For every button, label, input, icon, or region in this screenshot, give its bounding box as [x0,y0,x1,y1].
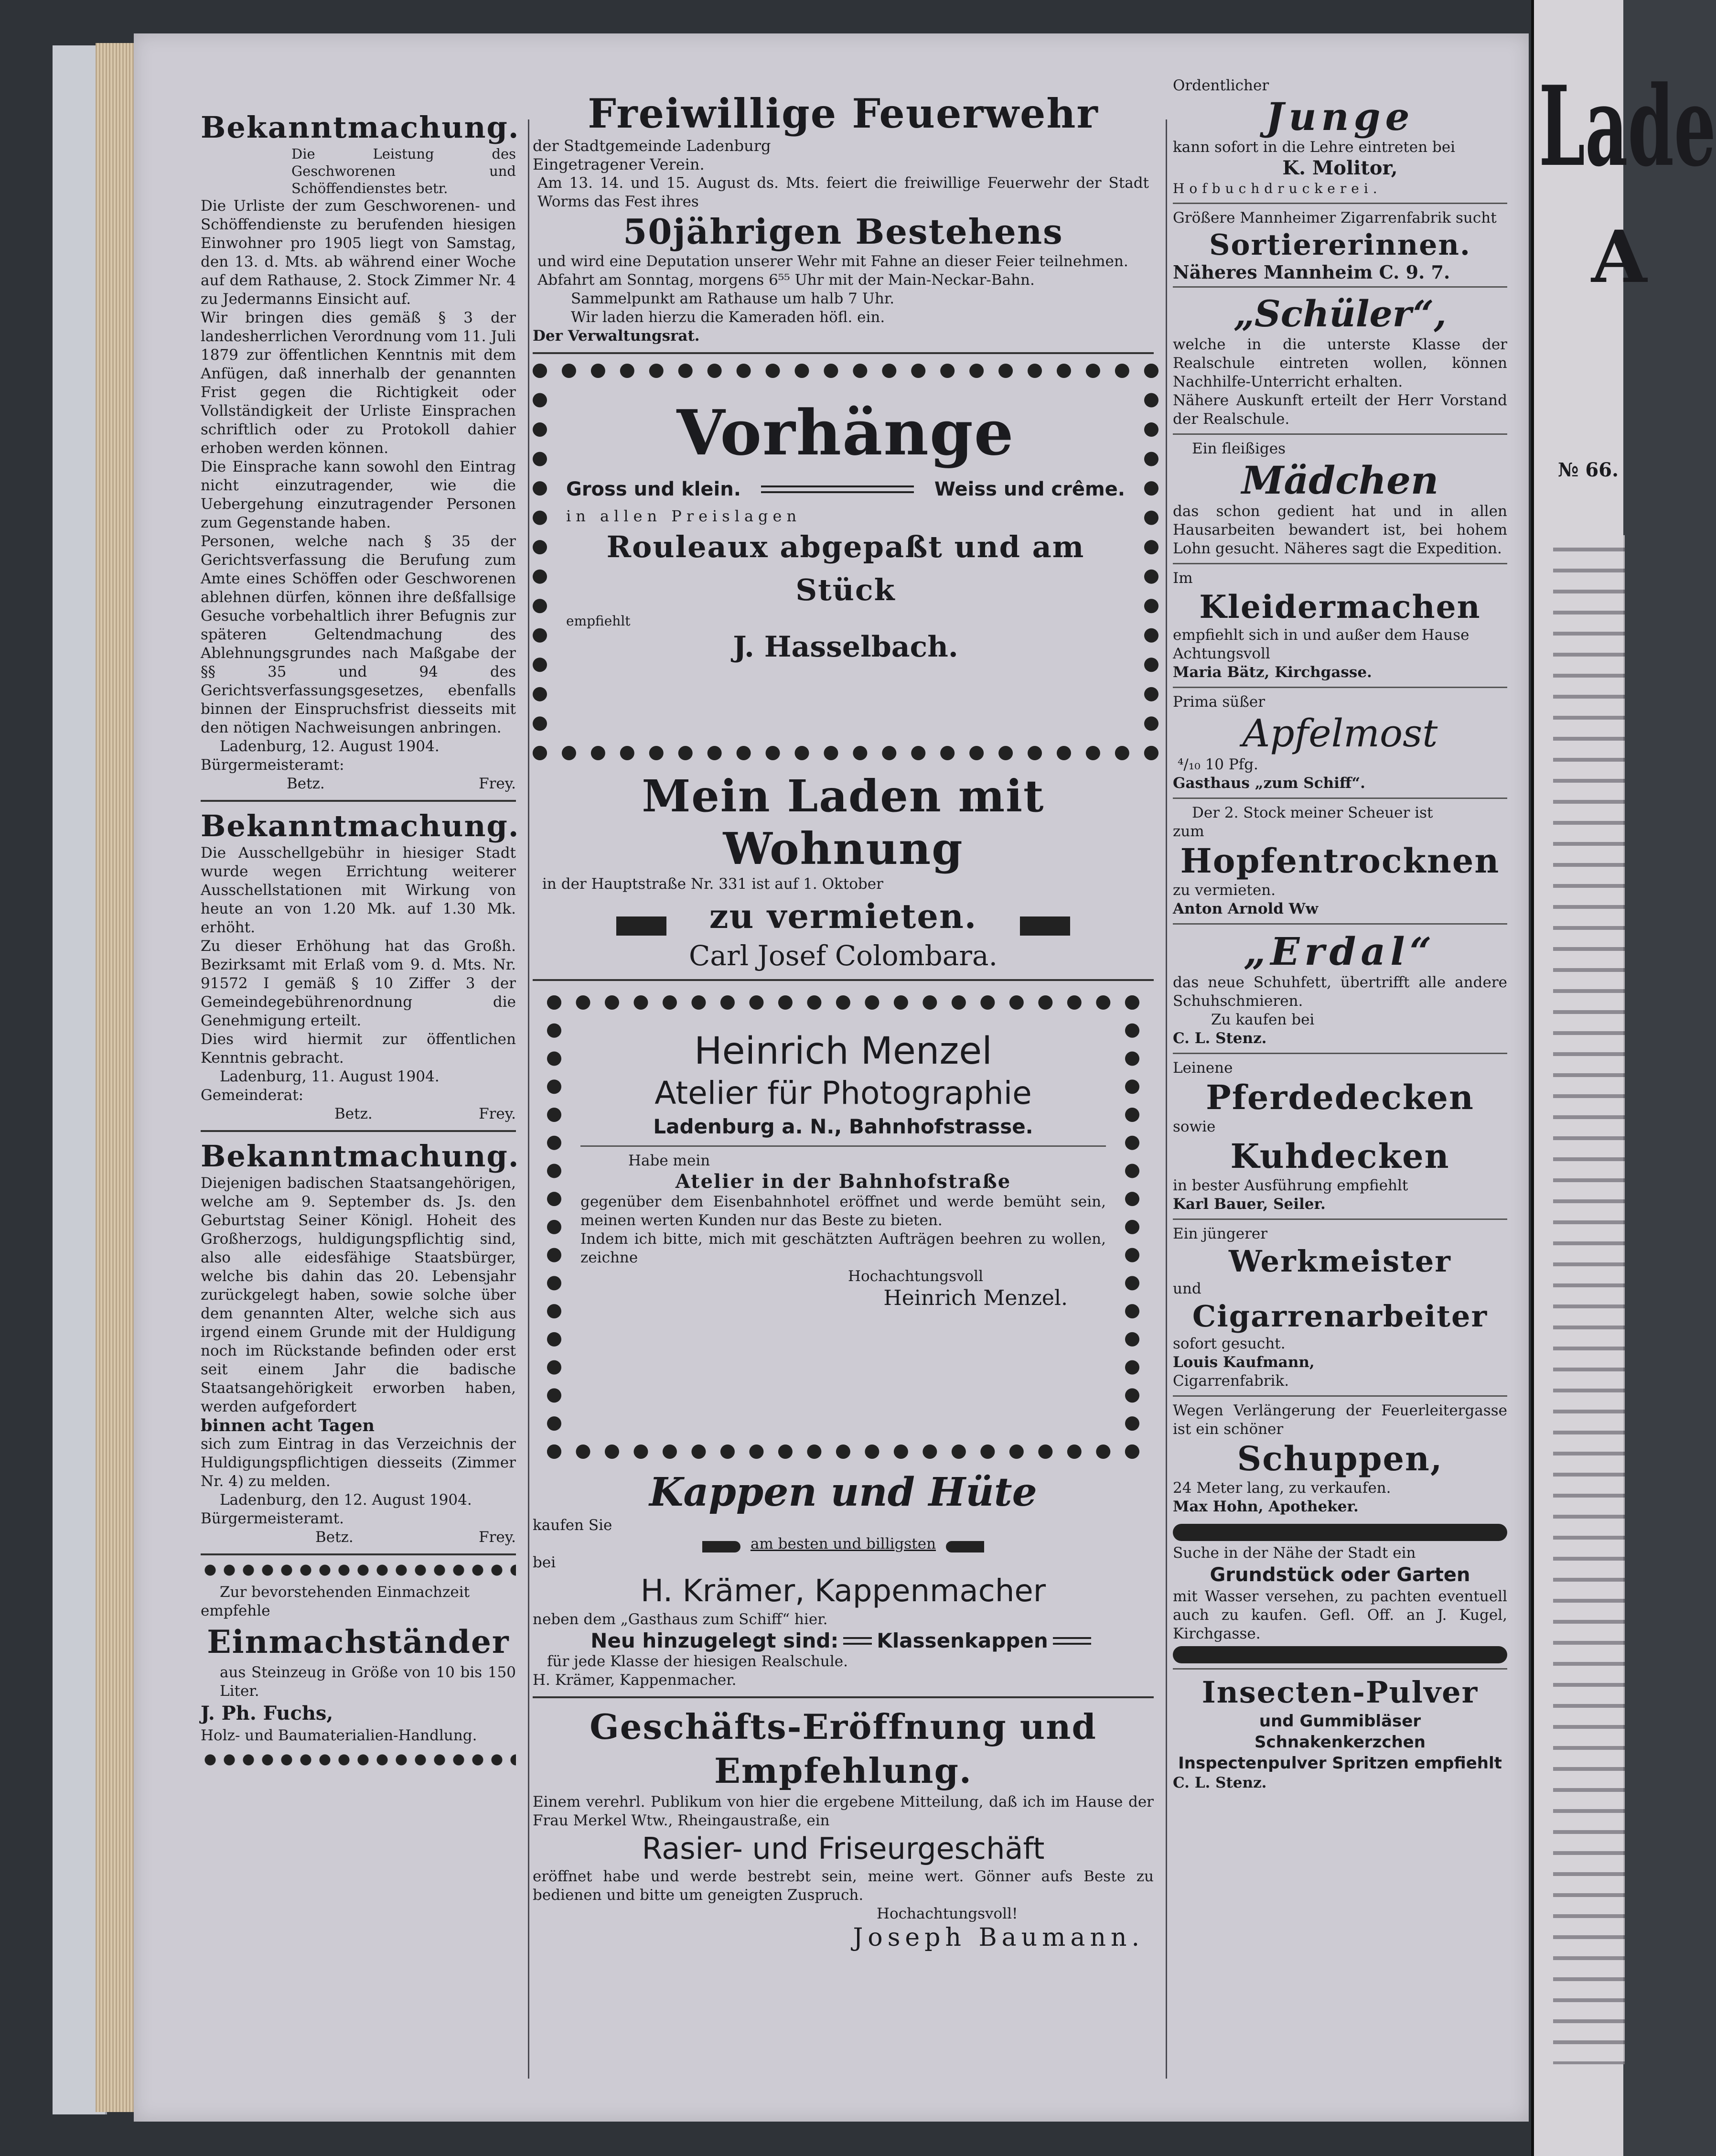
column-rule-1 [528,119,529,2079]
ad-description: aus Steinzeug in Größe von 10 bis 150 Liter. [220,1664,516,1700]
signature-right: Frey. [479,775,516,792]
ad-line: Habe mein [628,1152,710,1169]
ad-name: Heinrich Menzel [694,1030,992,1073]
ad-signature: C. L. Stenz. [1173,1030,1267,1047]
ad-schueler [1173,292,1507,429]
notice-paragraph: Wir bringen dies gemäß § 3 der landesherrlichen Verordnung vom 11. Juli 1879 zur öffentlichen Kenntnis mit dem Anfügen, daß innerhalb der genannten Frist gegen die Richtigkeit oder Vollständigkeit der Urliste Einsprachen schriftlich oder zu Protokoll dahier erhoben werden können. [201,309,516,457]
ad-signature: Gasthaus „zum Schiff“. [1173,775,1365,792]
issue-number: № 66. [1558,459,1619,481]
ad-headline: Hopfentrocknen [1180,841,1500,881]
notice-paragraph: sich zum Eintrag in das Verzeichnis der Huldigungspflichtigen diesseits (Zimmer Nr. 4) zu melden. [201,1435,516,1490]
divider [1173,798,1507,799]
ad-paragraph: das schon gedient hat und in allen Hausarbeiten bewandert ist, bei hohem Lohn gesucht. Näheres sagt die Expedition. [1173,503,1507,557]
column-rule-2 [1166,119,1167,2079]
ad-headline: Apfelmost [1242,711,1438,755]
ad-line: Ein fleißiges [1192,440,1286,457]
ornament-bar [1173,1524,1507,1541]
pointing-hand-right-icon [616,916,688,936]
ad-new-line [533,1629,1154,1652]
pointing-hand-left-icon [946,1541,984,1552]
ad-paragraph: eröffnet habe und werde bestrebt sein, meine wert. Gönner aufs Beste zu bedienen und bitte um geneigten Zuspruch. [533,1868,1154,1904]
ad-hopfen [1173,804,1507,918]
ad-line: Inspectenpulver Spritzen empfiehlt [1178,1754,1502,1773]
ad-size-line [566,478,1125,500]
ad-headline: Geschäfts-Eröffnung und [590,1706,1097,1747]
ad-line: kaufen Sie [533,1517,612,1534]
ornament-bar [1173,1646,1507,1663]
ad-headline: Kleidermachen [1199,588,1481,625]
pointing-hand-right-icon [702,1541,740,1552]
ad-signature: Der Verwaltungsrat. [533,327,700,345]
ad-headline: Schuppen, [1237,1439,1443,1478]
ad-subline: der Stadtgemeinde Ladenburg [533,137,771,155]
divider [1173,1218,1507,1220]
notice-huldigung [201,1139,520,1547]
ad-line: in bester Ausführung empfiehlt [1173,1177,1408,1194]
ad-headline: Atelier für Photographie [654,1075,1032,1111]
signature-right: Frey. [479,1105,516,1122]
ad-junge [1173,76,1507,198]
ad-line: neben dem „Gasthaus zum Schiff“ hier. [533,1611,828,1628]
ad-address: Ladenburg a. N., Bahnhofstrasse. [653,1115,1033,1138]
notice-paragraph: Dies wird hiermit zur öffentlichen Kenntnis gebracht. [201,1031,516,1067]
ad-headline: Insecten-Pulver [1201,1675,1479,1710]
ad-headline: Kuhdecken [1230,1136,1450,1176]
divider [201,800,516,802]
ad-subheadline: Atelier in der Bahnhofstraße [675,1170,1011,1193]
ad-firm: H. Krämer, Kappenmacher [640,1574,1046,1609]
divider [1173,923,1507,925]
notice-emphasis: binnen acht Tagen [201,1416,375,1435]
ad-line: für jede Klasse der hiesigen Realschule. [547,1653,848,1670]
ad-line: sofort gesucht. [1173,1335,1286,1352]
divider [1173,203,1507,204]
ad-size-right: Weiss und crême. [934,478,1125,500]
ad-decken [1173,1059,1507,1214]
ad-apfelmost [1173,693,1507,793]
ad-sortierer [1173,209,1507,281]
ad-signature: Maria Bätz, Kirchgasse. [1173,664,1372,681]
ad-einmachstaender [201,1562,516,1768]
ornament-dots [201,1752,516,1768]
ad-line: ⁴/₁₀ 10 Pfg. [1178,756,1258,773]
ad-signature: Anton Arnold Ww [1173,900,1319,917]
ad-kappen [533,1468,1154,1690]
notice-signatures [201,775,516,793]
ad-headline: Pferdedecken [1206,1078,1474,1117]
notice-date: Ladenburg, 11. August 1904. [220,1068,440,1085]
notice-paragraph: Personen, welche nach § 35 der Gerichtsverfassung die Berufung zum Amte eines Schöffen oder Geschworenen ablehnen dürfen, können ihre deßfallsige Gesuche vorbehaltlich ihrer Befugnis zur späteren Geltendmachung des Ablehnungsgrundes nach Maßgabe der §§ 35 und 94 des Gerichtsverfassungsgesetzes, ebenfalls binnen der Einspruchsfrist diesseits mit den nötigen Nachweisungen anbringen. [201,533,516,736]
notice-paragraph: Die Ausschellgebühr in hiesiger Stadt wurde wegen Errichtung weiterer Ausschellstationen mit Wirkung von heute an von 1.20 Mk. auf 1.30 Mk. erhöht. [201,844,516,936]
ad-headline: Werkmeister [1229,1244,1451,1279]
middle-column [533,91,1154,1952]
ad-line: Suche in der Nähe der Stadt ein [1173,1544,1416,1562]
ad-line: Prima süßer [1173,693,1266,711]
ad-paragraph: Wir laden hierzu die Kameraden höfl. ein. [571,309,885,326]
notice-paragraph: Zu dieser Erhöhung hat das Großh. Bezirksamt mit Erlaß vom 9. d. Mts. Nr. 91572 I gemäß § 10 Ziffer 3 der Gemeindegebührenordnung die Genehmigung erteilt. [201,938,516,1029]
divider [533,352,1154,354]
page-edges [96,43,139,2112]
ad-erdal [1173,929,1507,1048]
ad-kleidermachen [1173,569,1507,682]
ad-line: Hochachtungsvoll! [877,1905,1018,1922]
ad-line-hands [533,1535,1154,1553]
notice-urliste [201,110,520,793]
ad-paragraph: gegenüber dem Eisenbahnhotel eröffnet und werde bemüht sein, meinen werten Kunden nur das Beste zu bieten. [580,1193,1106,1229]
right-column [1173,76,1507,1792]
ad-headline: Grundstück oder Garten [1210,1564,1470,1586]
ad-line: Ordentlicher [1173,77,1269,94]
ad-paragraph: welche in die unterste Klasse der Realschule eintreten wollen, können Nachhilfe-Unterricht erhalten. [1173,336,1507,390]
notice-office: Bürgermeisteramt. [201,1510,344,1527]
ad-line: Größere Mannheimer Zigarrenfabrik sucht [1173,209,1497,226]
notice-date: Ladenburg, den 12. August 1904. [220,1491,472,1509]
ad-menzel [547,995,1154,1459]
signature-left: Betz. [287,775,325,792]
ad-line: kann sofort in die Lehre eintreten bei [1173,139,1456,156]
divider [1173,563,1507,564]
ad-paragraph: Sammelpunkt am Rathause um halb 7 Uhr. [571,290,895,307]
ad-maedchen [1173,440,1507,558]
ad-line: Zu kaufen bei [1211,1011,1315,1028]
ad-headline: „Erdal“ [1244,929,1437,974]
ad-schuppen [1173,1401,1507,1516]
text-fragment-lines [1553,535,1625,2064]
notice-office: Gemeinderat: [201,1087,304,1104]
notice-paragraph: Die Einsprache kann sowohl den Eintrag nicht einzutragender, wie die Uebergehung einzutragender Personen zum Gegenstande haben. [201,458,516,531]
ad-line: empfiehlt sich in und außer dem Hause [1173,626,1469,644]
newspaper-page [134,33,1529,2122]
ad-geschaeft [533,1705,1154,1952]
divider [1173,433,1507,435]
heading-fragment: A [1591,215,1647,299]
ad-signature: Heinrich Menzel. [883,1286,1068,1310]
ad-line: zum [1173,823,1204,840]
ad-headline: Sortiererinnen. [1209,228,1471,262]
ad-headline: Junge [1266,94,1415,139]
ad-insecten [1173,1674,1507,1792]
divider [201,1553,516,1555]
ad-line: Klassenkappen [877,1629,1048,1652]
divider [533,1696,1154,1698]
ad-paragraph: Abfahrt am Sonntag, morgens 6⁵⁵ Uhr mit der Main-Neckar-Bahn. [537,271,1035,289]
frame-content [580,1029,1106,1310]
ad-line: und [1173,1280,1201,1297]
notice-signatures [201,1105,516,1123]
ad-firm: J. Hasselbach. [733,630,958,664]
ad-line: in allen Preislagen [566,507,802,525]
ad-paragraph: Nähere Auskunft erteilt der Herr Vorstand der Realschule. [1173,392,1507,428]
ad-line: Hofbuchdruckerei. [1173,181,1382,196]
ad-headline: Vorhänge [676,396,1015,469]
divider [533,979,1154,981]
ad-line: Achtungsvoll [1173,645,1270,662]
left-column [201,110,520,1768]
divider [201,1130,516,1132]
notice-office: Bürgermeisteramt: [201,756,344,774]
ad-line: Zur bevorstehenden Einmachzeit [220,1584,470,1601]
ad-paragraph: mit Wasser versehen, zu pachten eventuell auch zu kaufen. Gefl. Off. an J. Kugel, Kirchgasse. [1173,1588,1507,1642]
ad-signature: Cigarrenfabrik. [1173,1372,1289,1390]
ad-line: bei [533,1554,556,1571]
ad-line: Im [1173,570,1193,587]
facing-page [1531,0,1716,2156]
divider [1173,1053,1507,1054]
notice-paragraph: Diejenigen badischen Staatsangehörigen, welche am 9. September ds. Js. den Geburtstag Seiner Königl. Hoheit des Großherzogs, huldigungspflichtig sind, also alle eidesfähige Staatsbürger, welche bis dahin das 20. Lebensjahr zurückgelegt haben, sowie solche über dem genannten Alter, welche sich aus irgend einem Grunde mit der Huldigung noch im Rückstande befinden oder erst seit einem Jahr die badische Staatsangehörigkeit erworben haben, werden aufgefordert [201,1175,516,1415]
signature-left: Betz. [334,1105,373,1122]
divider [1173,687,1507,688]
ad-line: Näheres Mannheim C. 9. 7. [1173,261,1450,283]
ad-firm: K. Molitor, [1282,157,1398,179]
ad-firm: J. Ph. Fuchs, [201,1702,333,1725]
notice-title: Bekanntmachung. [201,110,520,145]
ad-signature: Karl Bauer, Seiler. [1173,1196,1326,1213]
ad-line: empfiehlt [566,613,631,629]
ad-paragraph: Wegen Verlängerung der Feuerleitergasse ist ein schöner [1173,1402,1507,1438]
ad-signature: H. Krämer, Kappenmacher. [533,1671,737,1689]
masthead-fragment: Lade [1539,62,1716,191]
ad-subline: Eingetragener Verein. [533,155,705,173]
ornament-dots [201,1562,516,1578]
frame-content [566,397,1125,664]
ad-paragraph: Am 13. 14. und 15. August ds. Mts. feiert die freiwillige Feuerwehr der Stadt Worms das Fest ihres [537,174,1149,210]
ad-name: Carl Josef Colombara. [688,939,998,972]
notice-title: Bekanntmachung. [201,1139,520,1174]
ad-trade: Holz- und Baumaterialien-Handlung. [201,1727,477,1744]
ad-headline: Cigarrenarbeiter [1192,1299,1488,1334]
divider [1173,286,1507,288]
ad-feuerwehr [533,91,1154,345]
ad-vorhaenge [533,364,1154,760]
ad-signature: C. L. Stenz. [1173,1774,1267,1791]
ad-signature: Max Hohn, Apotheker. [1173,1498,1359,1515]
signature-left: Betz. [315,1529,354,1546]
ad-line: in der Hauptstraße Nr. 331 ist auf 1. Oktober [542,875,883,893]
signature-right: Frey. [479,1529,516,1546]
notice-signatures [201,1528,516,1547]
ad-line: empfehle [201,1602,270,1619]
notice-date: Ladenburg, 12. August 1904. [220,738,440,755]
ad-line: Ein jüngerer [1173,1225,1268,1242]
notice-paragraph: Die Urliste der zum Geschworenen- und Schöffendienste zu berufenden hiesigen Einwohner pro 1905 liegt von Samstag, den 13. d. Mts. ab während einer Woche auf dem Rathause, 2. Stock Zimmer Nr. 4 zu Jedermanns Einsicht auf. [201,197,516,308]
ad-headline: Empfehlung. [714,1750,972,1791]
ad-headline: Freiwillige Feuerwehr [588,90,1099,137]
ad-paragraph: Einem verehrl. Publikum von hier die ergebene Mitteilung, daß ich im Hause der Frau Merkel Wtw., Rheingaustraße, ein [533,1793,1154,1829]
ad-line: Der 2. Stock meiner Scheuer ist [1192,804,1433,821]
ad-line: Neu hinzugelegt sind: [590,1629,839,1652]
ad-headline: Einmachständer [207,1623,510,1660]
ad-rent-line [533,896,1154,936]
notice-subject: Die Leistung des Geschworenen und Schöffendienstes betr. [291,146,516,196]
ad-paragraph: und wird eine Deputation unserer Wehr mit Fahne an dieser Feier teilnehmen. [537,253,1128,270]
divider [580,1145,1106,1147]
ad-signature: Joseph Baumann. [853,1923,1144,1952]
ad-headline-big: zu vermieten. [709,896,977,936]
ad-line: zu vermieten. [1173,882,1276,899]
ad-line: sowie [1173,1118,1216,1135]
ad-headline: Mein Laden mit Wohnung [642,770,1045,874]
ad-headline: „Schüler“, [1233,292,1447,335]
ad-headline-big: Rasier- und Friseurgeschäft [642,1831,1045,1866]
ad-signature: Louis Kaufmann, [1173,1354,1315,1371]
ad-grundstueck [1173,1544,1507,1643]
ad-line: Hochachtungsvoll [848,1268,983,1285]
ad-line: 24 Meter lang, zu verkaufen. [1173,1479,1391,1497]
ad-laden [533,770,1154,972]
ad-headline: Mädchen [1241,458,1439,503]
notice-title: Bekanntmachung. [201,808,520,843]
ad-headline: Kappen und Hüte [649,1469,1037,1515]
divider [1173,1395,1507,1397]
ad-werkmeister [1173,1225,1507,1391]
ad-headline-big: 50jährigen Bestehens [623,211,1063,252]
ad-size-left: Gross und klein. [566,478,741,500]
pointing-hand-left-icon [998,916,1070,936]
double-rule [761,485,914,493]
double-rule [843,1637,872,1645]
ad-line: Leinene [1173,1059,1233,1077]
notice-ausschell [201,808,520,1123]
ad-paragraph: das neue Schuhfett, übertrifft alle andere Schuhschmieren. [1173,974,1507,1010]
ad-line: und Gummibläser Schnakenkerzchen [1255,1712,1426,1752]
ad-rouleaux: Rouleaux abgepaßt und am Stück [606,529,1085,607]
ad-line: am besten und billigsten [750,1535,936,1552]
double-rule [1053,1637,1091,1645]
ad-paragraph: Indem ich bitte, mich mit geschätzten Aufträgen beehren zu wollen, zeichne [580,1230,1106,1266]
divider [1173,1668,1507,1670]
